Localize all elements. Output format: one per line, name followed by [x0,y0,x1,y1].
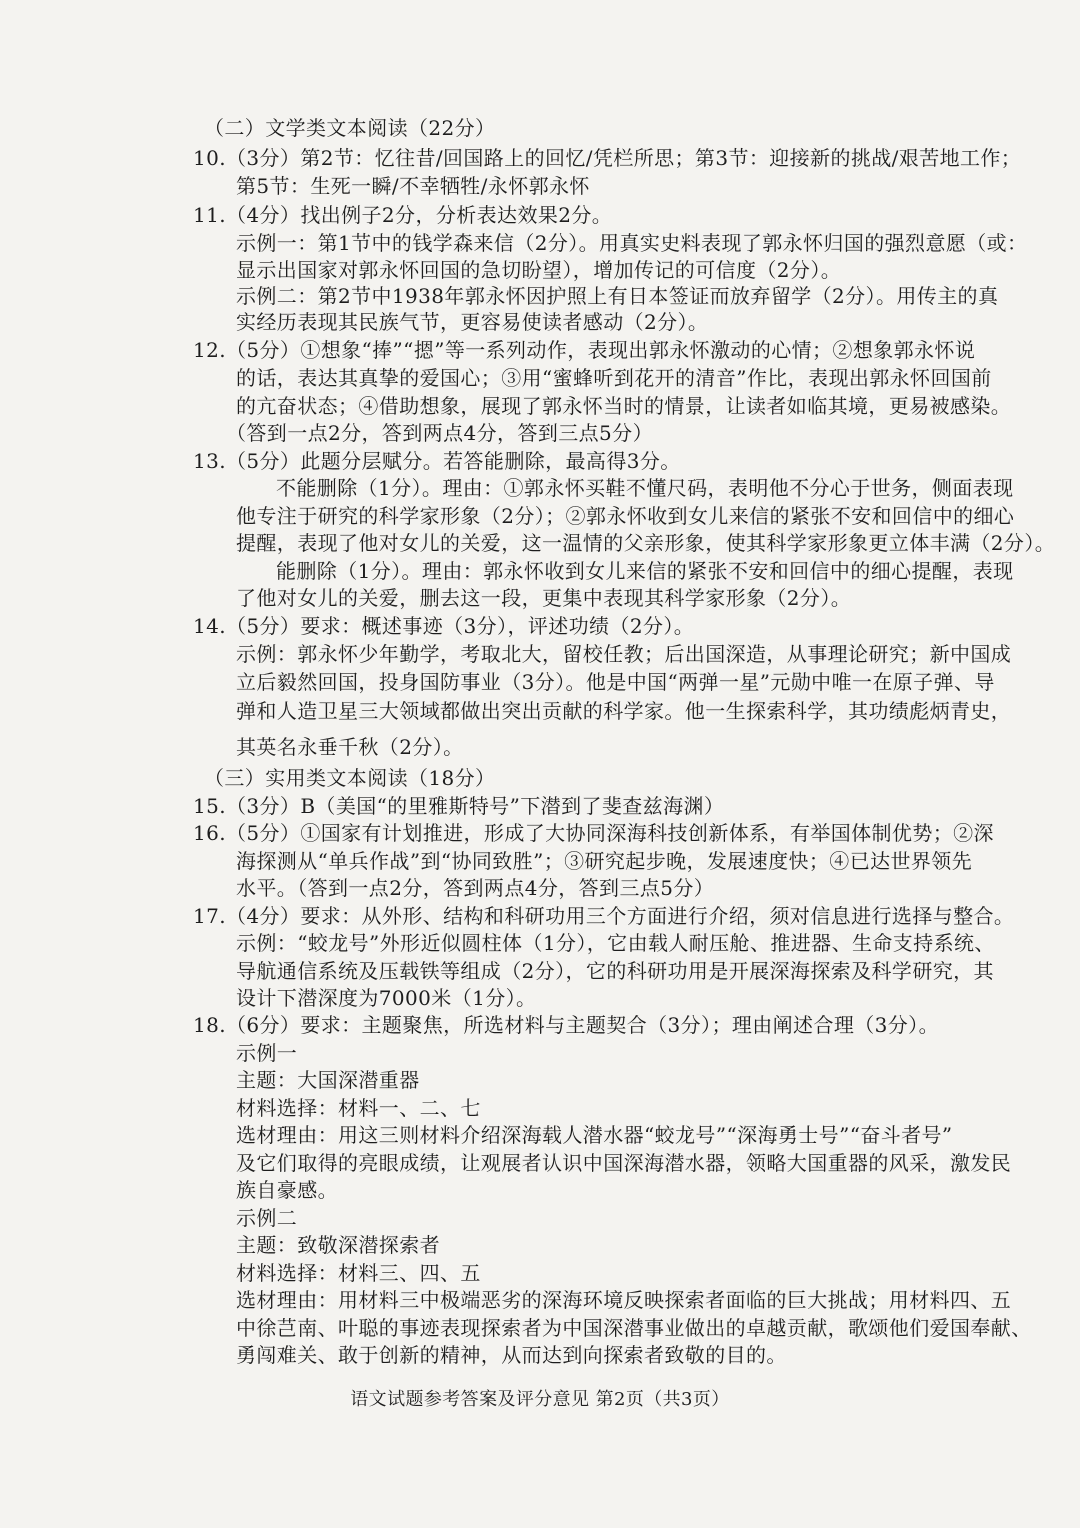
q12-line-3: 的亢奋状态；④借助想象，展现了郭永怀当时的情景，让读者如临其境，更易被感染。 [236,394,1012,418]
q12-line-1: 12.（5分）①想象“捧”“摁”等一系列动作，表现出郭永怀激动的心情；②想象郭永怀说 [193,338,976,362]
q18-example-2-reason-1: 选材理由：用材料三中极端恶劣的深海环境反映探索者面临的巨大挑战；用材料四、五 [236,1288,1012,1312]
q14-line-3: 立后毅然回国，投身国防事业（3分）。他是中国“两弹一星”元勋中唯一在原子弹、导 [236,670,995,694]
section-heading-practical: （三）实用类文本阅读（18分） [204,766,496,790]
q18-example-1-label: 示例一 [236,1041,298,1065]
q17-line-4: 设计下潜深度为7000米（1分）。 [236,986,537,1010]
q13-line-2: 不能删除（1分）。理由：①郭永怀买鞋不懂尺码，表明他不分心于世务，侧面表现 [276,476,1014,500]
q16-line-2: 海探测从“单兵作战”到“协同致胜”；③研究起步晚，发展速度快；④已达世界领先 [236,849,973,873]
q18-example-2-materials: 材料选择：材料三、四、五 [236,1261,481,1285]
q13-line-6: 了他对女儿的关爱，删去这一段，更集中表现其科学家形象（2分）。 [236,586,852,610]
q13-line-3: 他专注于研究的科学家形象（2分）；②郭永怀收到女儿来信的紧张不安和回信中的细心 [236,504,1015,528]
q11-line-3: 显示出国家对郭永怀回国的急切盼望），增加传记的可信度（2分）。 [236,258,842,282]
q15-line-1: 15.（3分）B（美国“的里雅斯特号”下潜到了斐查兹海渊） [193,794,725,818]
q10-line-1: 10.（3分）第2节：忆往昔/回国路上的回忆/凭栏所思；第3节：迎接新的挑战/艰苦地工作； [193,146,1022,170]
q18-example-2-label: 示例二 [236,1206,298,1230]
section-heading-literary: （二）文学类文本阅读（22分） [204,116,496,140]
page-footer: 语文试题参考答案及评分意见 第2页（共3页） [350,1389,730,1410]
q13-line-1: 13.（5分）此题分层赋分。若答能删除，最高得3分。 [193,449,681,473]
q11-line-5: 实经历表现其民族气节，更容易使读者感动（2分）。 [236,310,709,334]
q18-example-1-materials: 材料选择：材料一、二、七 [236,1096,481,1120]
q12-line-2: 的话，表达其真挚的爱国心；③用“蜜蜂听到花开的清音”作比，表现出郭永怀回国前 [236,366,992,390]
q18-example-1-reason-3: 族自豪感。 [236,1178,338,1202]
q18-line-1: 18.（6分）要求：主题聚焦，所选材料与主题契合（3分）；理由阐述合理（3分）。 [193,1013,939,1037]
q18-example-2-reason-3: 勇闯难关、敢于创新的精神，从而达到向探索者致敬的目的。 [236,1343,787,1367]
q10-line-2: 第5节：生死一瞬/不幸牺牲/永怀郭永怀 [236,174,590,198]
q18-example-2-theme: 主题：致敬深潜探索者 [236,1233,440,1257]
q14-line-2: 示例：郭永怀少年勤学，考取北大，留校任教；后出国深造，从事理论研究；新中国成 [236,642,1012,666]
q17-line-1: 17.（4分）要求：从外形、结构和科研功用三个方面进行介绍，须对信息进行选择与整合。 [193,904,1015,928]
q18-example-1-theme: 主题：大国深潜重器 [236,1068,420,1092]
q13-line-4: 提醒，表现了他对女儿的关爱，这一温情的父亲形象，使其科学家形象更立体丰满（2分）。 [236,531,1056,555]
q17-line-2: 示例：“蛟龙号”外形近似圆柱体（1分），它由载人耐压舱、推进器、生命支持系统、 [236,931,995,955]
q13-line-5: 能删除（1分）。理由：郭永怀收到女儿来信的紧张不安和回信中的细心提醒，表现 [276,559,1014,583]
q14-line-4: 弹和人造卫星三大领域都做出突出贡献的科学家。他一生探索科学，其功绩彪炳青史， [236,699,1012,723]
q16-line-1: 16.（5分）①国家有计划推进，形成了大协同深海科技创新体系，有举国体制优势；②深 [193,821,994,845]
q12-line-4: （答到一点2分，答到两点4分，答到三点5分） [226,421,653,445]
q11-line-4: 示例二：第2节中1938年郭永怀因护照上有日本签证而放弃留学（2分）。用传主的真 [236,284,999,308]
q14-line-5: 其英名永垂千秋（2分）。 [236,735,464,759]
q18-example-2-reason-2: 中徐芑南、叶聪的事迹表现探索者为中国深潜事业做出的卓越贡献，歌颂他们爱国奉献、 [236,1316,1032,1340]
q16-line-3: 水平。（答到一点2分，答到两点4分，答到三点5分） [236,876,715,900]
q18-example-1-reason-2: 及它们取得的亮眼成绩，让观展者认识中国深海潜水器，领略大国重器的风采，激发民 [236,1151,1012,1175]
q17-line-3: 导航通信系统及压载铁等组成（2分），它的科研功用是开展深海探索及科学研究，其 [236,959,994,983]
q11-line-2: 示例一：第1节中的钱学森来信（2分）。用真实史料表现了郭永怀归国的强烈意愿（或： [236,231,1028,255]
q11-line-1: 11.（4分）找出例子2分，分析表达效果2分。 [193,203,613,227]
q18-example-1-reason-1: 选材理由：用这三则材料介绍深海载人潜水器“蛟龙号”“深海勇士号”“奋斗者号” [236,1123,953,1147]
q14-line-1: 14.（5分）要求：概述事迹（3分），评述功绩（2分）。 [193,614,695,638]
